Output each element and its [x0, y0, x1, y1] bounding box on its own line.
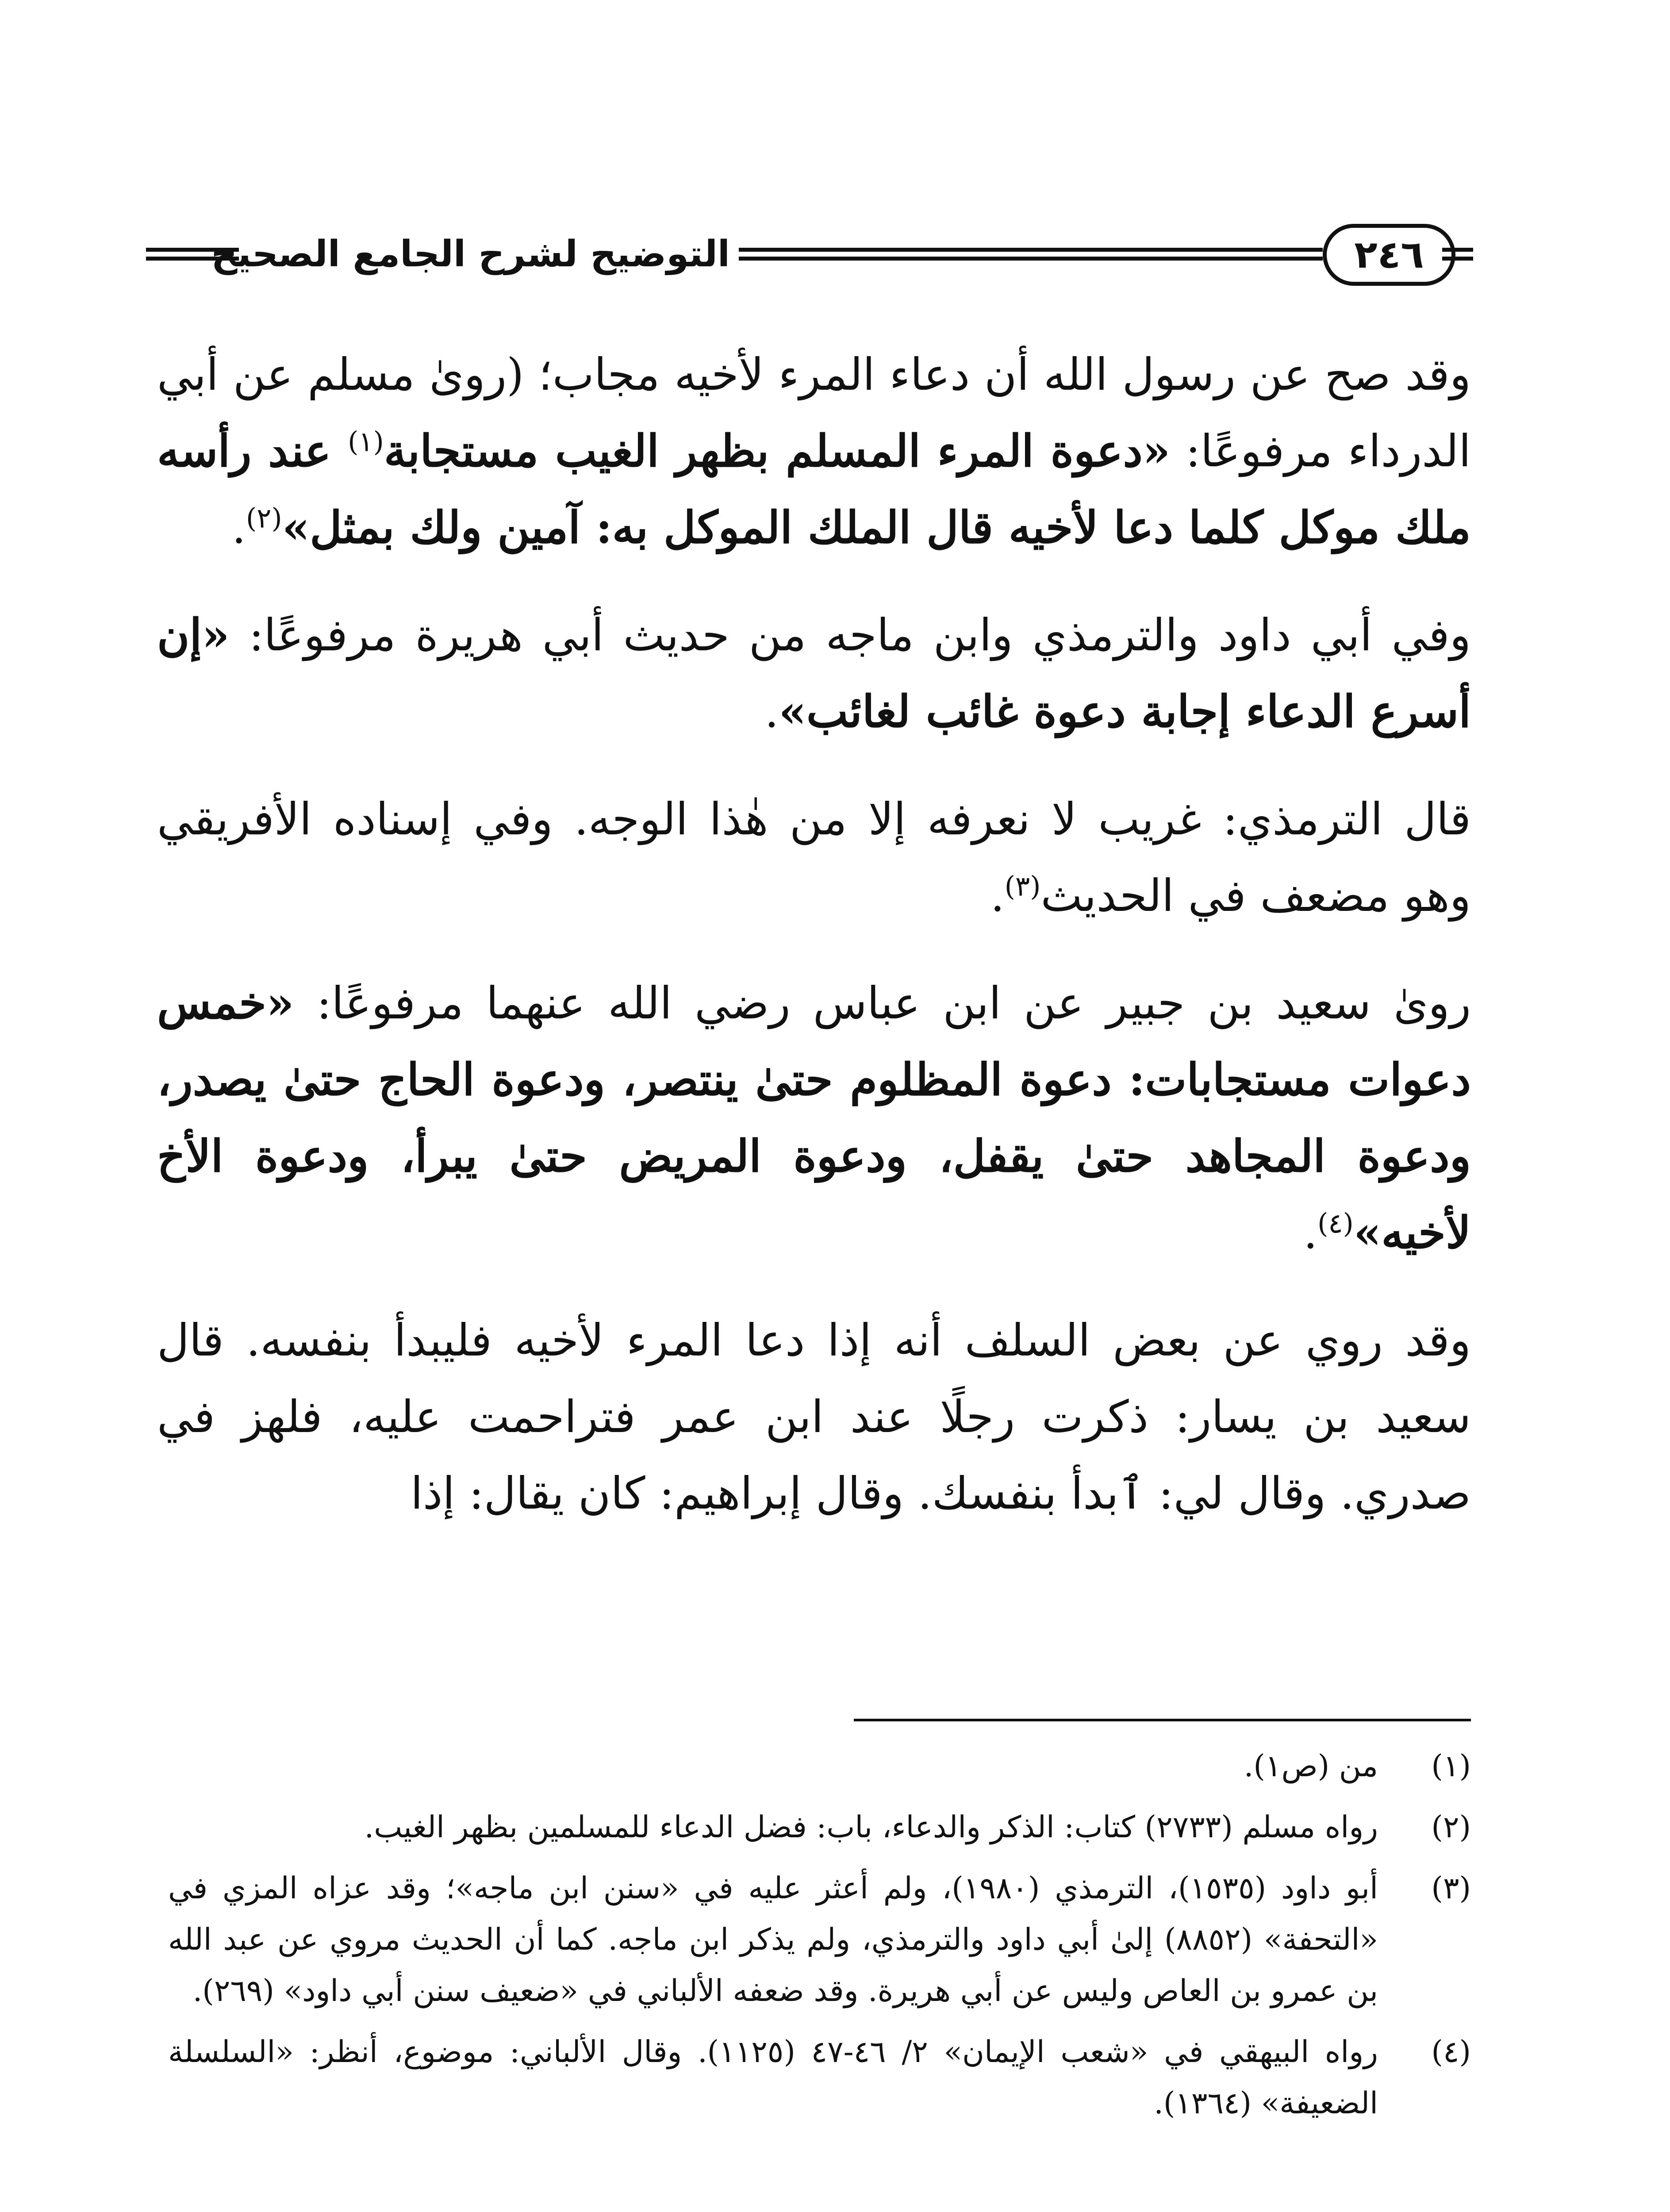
paragraph-4 [157, 965, 1471, 1271]
footnote-number: (٣) [1431, 1871, 1471, 1906]
hadith-quote: «خمس دعوات مستجابات: دعوة المظلوم حتىٰ ينتصر، ودعوة الحاج حتىٰ يصدر، ودعوة المجاهد حتىٰ يقفل، ودعوة المريض حتىٰ يبرأ، ودعوة الأخ لأخيه» [157, 977, 1471, 1259]
footnote-4 [168, 2027, 1471, 2129]
running-title: التوضيح لشرح الجامع الصحيح [211, 233, 730, 275]
footnote-ref-1: (١) [348, 425, 384, 458]
text-segment: وقد روي عن بعض السلف أنه إذا دعا المرء لأخيه فليبدأ بنفسه. قال سعيد بن يسار: ذكرت رجلًا عند ابن عمر فتراحمت عليه، فلهز في صدري. وقال لي: ٱبدأ بنفسك. وقال إبراهيم: كان يقال: إذا [157, 1314, 1471, 1519]
footnote-3 [168, 1863, 1471, 2017]
paragraph-2 [157, 597, 1471, 750]
header-rule-right [1442, 248, 1473, 262]
footnote-separator [854, 1719, 1471, 1721]
header-rule-middle [739, 248, 1323, 262]
text-segment: . [764, 686, 779, 737]
footnotes [168, 1741, 1471, 2139]
footnote-number: (٢) [1431, 1810, 1471, 1845]
footnote-ref-3: (٣) [1004, 870, 1041, 902]
paragraph-5 [157, 1302, 1471, 1532]
footnote-text: من (ص١). [1244, 1749, 1378, 1784]
footnote-ref-4: (٤) [1317, 1207, 1354, 1240]
footnote-ref-2: (٢) [246, 502, 282, 534]
footnote-text: أبو داود (١٥٣٥)، الترمذي (١٩٨٠)، ولم أعثر عليه في «سنن ابن ماجه»؛ وقد عزاه المزي في «التحفة» (٨٨٥٢) إلىٰ أبي داود والترمذي، ولم يذكر ابن ماجه. كما أن الحديث مروي عن عبد الله بن عمرو بن العاص وليس عن أبي هريرة. وقد ضعفه الألباني في «ضعيف سنن أبي داود» (٢٦٩). [168, 1871, 1378, 2008]
text-segment: روىٰ سعيد بن جبير عن ابن عباس رضي الله عنهما مرفوعًا: [294, 977, 1471, 1029]
hadith-quote: عند رأسه ملك موكل كلما دعا لأخيه قال الملك الموكل به: آمين ولك بمثل» [157, 425, 1471, 553]
footnote-number: (١) [1431, 1749, 1471, 1784]
text-segment: وفي أبي داود والترمذي وابن ماجه من حديث أبي هريرة مرفوعًا: [229, 609, 1471, 661]
page-number: ٢٤٦ [1323, 224, 1455, 286]
main-text [157, 336, 1471, 1563]
running-header [146, 221, 1473, 288]
footnote-number: (٤) [1431, 2035, 1471, 2070]
paragraph-3 [157, 781, 1471, 934]
hadith-quote: «إن أسرع الدعاء إجابة دعوة غائب لغائب» [157, 609, 1471, 737]
text-segment: . [1303, 1207, 1318, 1259]
text-segment: . [990, 870, 1005, 922]
footnote-text: رواه البيهقي في «شعب الإيمان» ٢/ ٤٦-٤٧ (١١٢٥). وقال الألباني: موضوع، أنظر: «السلسلة الضعيفة» (١٣٦٤). [168, 2035, 1378, 2121]
hadith-quote: «دعوة المرء المسلم بظهر الغيب مستجابة [384, 425, 1171, 477]
footnote-1 [168, 1741, 1471, 1792]
paragraph-1 [157, 336, 1471, 566]
text-segment: وقد صح عن رسول الله أن دعاء المرء لأخيه مجاب؛ (روىٰ مسلم عن أبي الدرداء مرفوعًا: [157, 349, 1471, 477]
footnote-2 [168, 1802, 1471, 1853]
text-segment: . [232, 502, 246, 553]
footnote-text: رواه مسلم (٢٧٣٣) كتاب: الذكر والدعاء، باب: فضل الدعاء للمسلمين بظهر الغيب. [364, 1810, 1378, 1845]
text-segment: قال الترمذي: غريب لا نعرفه إلا من هٰذا الوجه. وفي إسناده الأفريقي وهو مضعف في الحديث [157, 793, 1471, 922]
